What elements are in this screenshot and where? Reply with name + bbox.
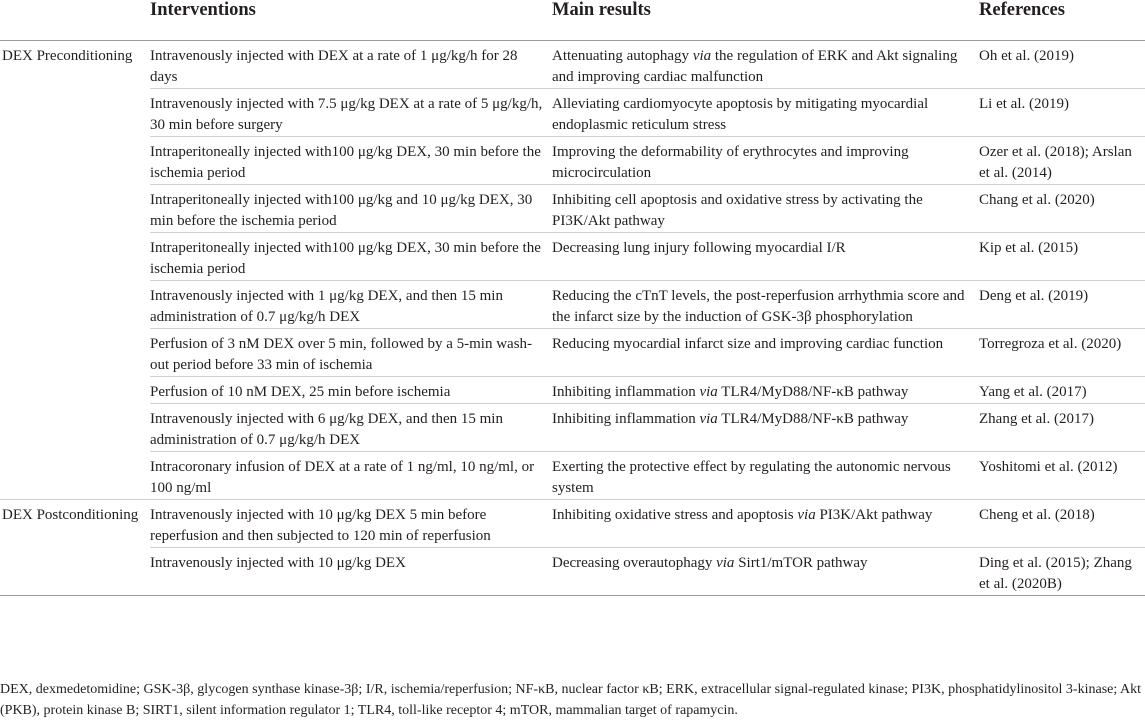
result-text: Inhibiting cell apoptosis and oxidative stress by activating the PI3K/Akt pathway: [552, 192, 923, 229]
cell-reference: Yang et al. (2017): [979, 384, 1087, 400]
cell-result: [552, 137, 979, 185]
cell-intervention: Perfusion of 3 nM DEX over 5 min, followed by a 5-min wash-out period before 33 min of ischemia: [150, 336, 533, 373]
cell-reference: Kip et al. (2015): [979, 240, 1079, 256]
cell-reference: Zhang et al. (2017): [979, 411, 1094, 427]
header-group: [0, 0, 150, 41]
cell-reference: Torregroza et al. (2020): [979, 336, 1122, 352]
table-footnote: DEX, dexmedetomidine; GSK-3β, glycogen synthase kinase-3β; I/R, ischemia/reperfusion; NF-κB, nuclear factor κB; ERK, extracellular signal-regulated kinase; PI3K, phosphatidylinositol 3-kinase; Akt (PKB), protein kinase B; SIRT1, silent information regulator 1; TLR4, toll-like receptor 4; mTOR, mammalian target of rapamycin.: [0, 682, 1141, 718]
result-text: Alleviating cardiomyocyte apoptosis by mitigating myocardial endoplasmic reticulum stress: [552, 96, 929, 133]
table-row: [0, 329, 1145, 377]
group-label-preconditioning: [0, 41, 150, 500]
result-italic: via: [797, 507, 816, 523]
cell-intervention: Intravenously injected with 7.5 μg/kg DEX at a rate of 5 μg/kg/h, 30 min before surgery: [150, 96, 543, 133]
cell-reference: Chang et al. (2020): [979, 192, 1095, 208]
cell-intervention: Intravenously injected with DEX at a rate of 1 μg/kg/h for 28 days: [150, 48, 518, 85]
cell-result: [552, 404, 979, 452]
cell-result: [552, 41, 979, 89]
cell-reference: Cheng et al. (2018): [979, 507, 1095, 523]
result-text: Attenuating autophagy: [552, 48, 693, 64]
result-text: Inhibiting inflammation: [552, 384, 700, 400]
result-text-end: the regulation of ERK and Akt signaling and improving cardiac malfunction: [552, 48, 958, 85]
result-text: Exerting the protective effect by regulating the autonomic nervous system: [552, 459, 951, 496]
result-italic: via: [716, 555, 735, 571]
cell-reference: Yoshitomi et al. (2012): [979, 459, 1118, 475]
cell-reference: Deng et al. (2019): [979, 288, 1089, 304]
cell-reference: Li et al. (2019): [979, 96, 1069, 112]
cell-reference: Oh et al. (2019): [979, 48, 1074, 64]
table-row: [0, 185, 1145, 233]
table-header-row: [0, 0, 1145, 41]
result-text: Decreasing overautophagy: [552, 555, 717, 571]
cell-result: [552, 548, 979, 596]
cell-result: [552, 185, 979, 233]
cell-result: [552, 281, 979, 329]
result-italic: via: [699, 384, 718, 400]
header-main-results: [552, 0, 979, 41]
table-row: [0, 89, 1145, 137]
table-row: [0, 377, 1145, 404]
header-interventions-label: Interventions: [150, 0, 256, 20]
header-main-results-label: Main results: [552, 0, 651, 20]
group-label-postconditioning: [0, 500, 150, 596]
result-text: Improving the deformability of erythrocytes and improving microcirculation: [552, 144, 909, 181]
result-italic: via: [692, 48, 712, 64]
cell-reference: Ding et al. (2015); Zhang et al. (2020B): [979, 555, 1132, 592]
cell-reference: Ozer et al. (2018); Arslan et al. (2014): [979, 144, 1132, 181]
header-references-label: References: [979, 0, 1065, 20]
cell-intervention: Intracoronary infusion of DEX at a rate of 1 ng/ml, 10 ng/ml, or 100 ng/ml: [150, 459, 535, 496]
cell-intervention: Intraperitoneally injected with100 μg/kg DEX, 30 min before the ischemia period: [150, 144, 541, 181]
table-row: [0, 500, 1145, 548]
result-text: Reducing myocardial infarct size and improving cardiac function: [552, 336, 944, 352]
table-row: [0, 548, 1145, 596]
header-references: [979, 0, 1145, 41]
table-row: [0, 281, 1145, 329]
cell-intervention: Intravenously injected with 6 μg/kg DEX, and then 15 min administration of 0.7 μg/kg/h DEX: [150, 411, 503, 448]
cell-intervention: Intravenously injected with 1 μg/kg DEX, and then 15 min administration of 0.7 μg/kg/h DEX: [150, 288, 503, 325]
cell-result: [552, 329, 979, 377]
cell-result: [552, 500, 979, 548]
result-text: Decreasing lung injury following myocardial I/R: [552, 240, 846, 256]
result-italic: via: [699, 411, 718, 427]
cell-intervention: Intravenously injected with 10 μg/kg DEX: [150, 555, 406, 571]
result-text-end: TLR4/MyD88/NF-κB pathway: [717, 411, 909, 427]
result-text: Reducing the cTnT levels, the post-reperfusion arrhythmia score and the infarct size by the induction of GSK-3β phosphorylation: [552, 288, 965, 325]
cell-intervention: Perfusion of 10 nM DEX, 25 min before ischemia: [150, 384, 451, 400]
group-pre-text: DEX Preconditioning: [2, 48, 133, 64]
cell-intervention: Intraperitoneally injected with100 μg/kg and 10 μg/kg DEX, 30 min before the ischemia period: [150, 192, 533, 229]
cell-result: [552, 377, 979, 404]
table-row: [0, 233, 1145, 281]
cell-result: [552, 233, 979, 281]
table-row: [0, 452, 1145, 500]
table-row: [0, 41, 1145, 89]
result-text: Inhibiting oxidative stress and apoptosis: [552, 507, 798, 523]
group-post-text: DEX Postconditioning: [2, 507, 139, 523]
result-text-end: TLR4/MyD88/NF-κB pathway: [717, 384, 909, 400]
cell-intervention: Intraperitoneally injected with100 μg/kg DEX, 30 min before the ischemia period: [150, 240, 541, 277]
table-row: [0, 137, 1145, 185]
result-text-end: Sirt1/mTOR pathway: [734, 555, 868, 571]
cell-intervention: Intravenously injected with 10 μg/kg DEX 5 min before reperfusion and then subjected to 120 min of reperfusion: [150, 507, 491, 544]
cell-result: [552, 452, 979, 500]
table-row: [0, 404, 1145, 452]
header-interventions: [150, 0, 552, 41]
cell-result: [552, 89, 979, 137]
result-text: Inhibiting inflammation: [552, 411, 700, 427]
result-text-end: PI3K/Akt pathway: [815, 507, 933, 523]
